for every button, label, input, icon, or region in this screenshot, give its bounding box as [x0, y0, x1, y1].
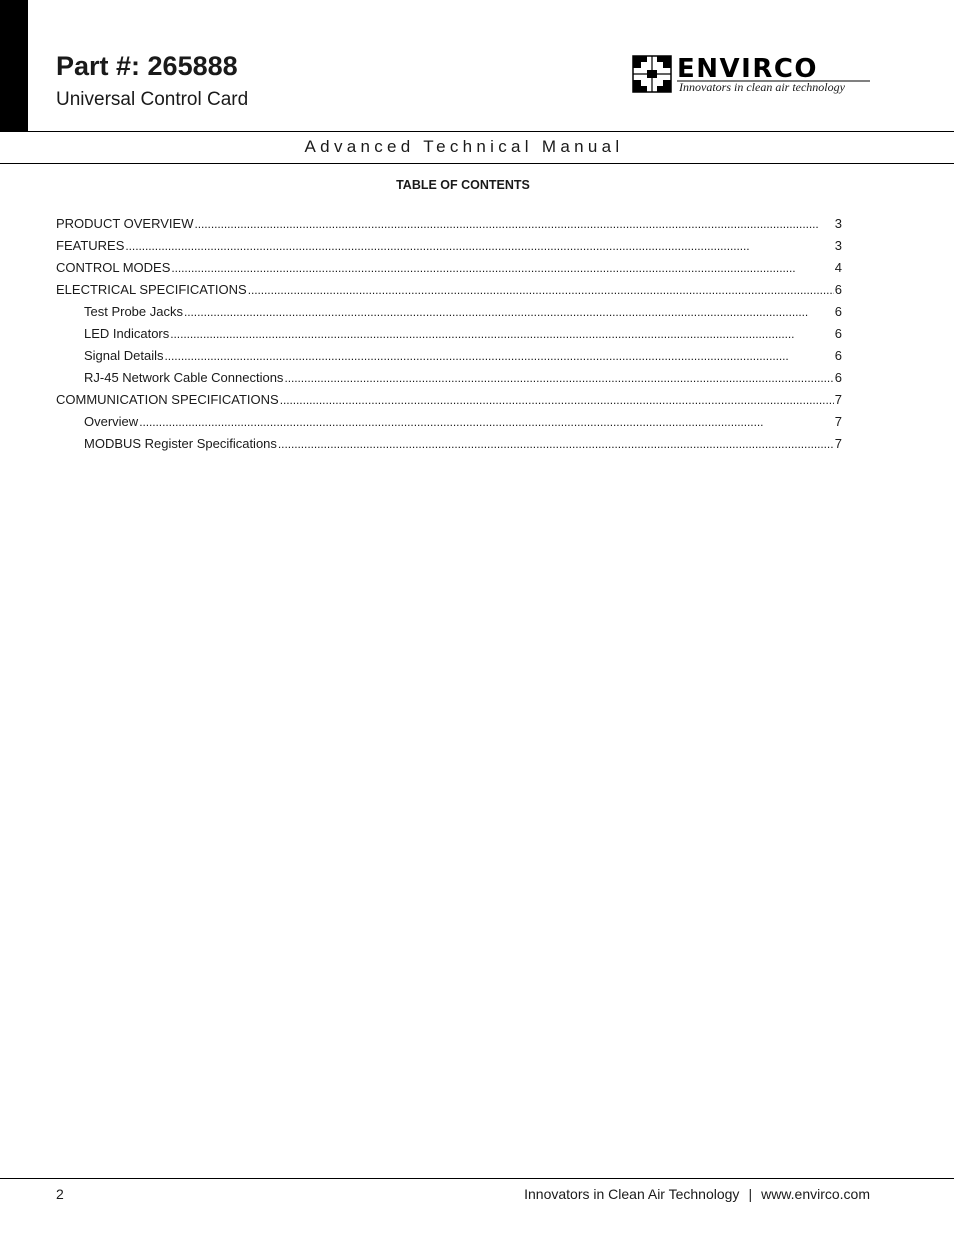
toc-entry-title: FEATURES	[56, 238, 125, 253]
toc-entry[interactable]	[56, 411, 842, 433]
toc-entry[interactable]	[56, 213, 842, 235]
toc-entry-page: 4	[834, 260, 842, 275]
toc-dot-leader	[125, 235, 833, 257]
toc-entry-page: 7	[834, 436, 842, 451]
title-divider	[0, 163, 954, 164]
toc-entry-page: 7	[834, 414, 842, 429]
logo-wordmark: ENVIRCO	[677, 54, 819, 84]
footer-separator: |	[748, 1186, 753, 1202]
black-edge-tab	[0, 0, 28, 131]
toc-dot-leader	[284, 367, 833, 389]
toc-dot-leader	[184, 301, 834, 323]
footer-website-link[interactable]: www.envirco.com	[761, 1186, 870, 1202]
toc-entry-title: PRODUCT OVERVIEW	[56, 216, 194, 231]
toc-entry[interactable]	[56, 389, 842, 411]
footer-info	[524, 1185, 870, 1203]
toc-entry-page: 6	[834, 304, 842, 319]
toc-entry-page: 3	[834, 238, 842, 253]
toc-entry-page: 6	[834, 326, 842, 341]
toc-dot-leader	[280, 389, 834, 411]
toc-entry-title: ELECTRICAL SPECIFICATIONS	[56, 282, 247, 297]
toc-entry[interactable]	[56, 257, 842, 279]
footer-tagline: Innovators in Clean Air Technology	[524, 1186, 740, 1202]
logo-tagline: Innovators in clean air technology	[679, 80, 845, 94]
toc-entry-page: 6	[834, 348, 842, 363]
toc-entry-title: RJ-45 Network Cable Connections	[84, 370, 284, 385]
toc-entry-page: 6	[834, 282, 842, 297]
toc-entry-title: Signal Details	[84, 348, 164, 363]
toc-entry[interactable]	[56, 323, 842, 345]
toc-dot-leader	[248, 279, 834, 301]
footer-page-number: 2	[56, 1186, 64, 1202]
toc-entry-page: 6	[834, 370, 842, 385]
toc-heading: TABLE OF CONTENTS	[396, 178, 530, 192]
header-divider	[0, 131, 954, 132]
toc-entry-page: 7	[834, 392, 842, 407]
footer-divider	[0, 1178, 954, 1179]
toc-dot-leader	[278, 433, 834, 455]
toc-entry[interactable]	[56, 235, 842, 257]
toc-entry[interactable]	[56, 433, 842, 455]
toc-entry-title: MODBUS Register Specifications	[84, 436, 277, 451]
toc-dot-leader	[171, 257, 833, 279]
toc-entry-title: Overview	[84, 414, 139, 429]
toc-dot-leader	[139, 411, 834, 433]
toc-entry-page: 3	[834, 216, 842, 231]
toc-entry-title: COMMUNICATION SPECIFICATIONS	[56, 392, 279, 407]
product-subtitle: Universal Control Card	[56, 89, 249, 110]
toc-entry[interactable]	[56, 367, 842, 389]
toc-entry[interactable]	[56, 301, 842, 323]
toc-dot-leader	[165, 345, 834, 367]
manual-title: Advanced Technical Manual	[304, 137, 624, 156]
toc-dot-leader	[170, 323, 834, 345]
toc-entry[interactable]	[56, 345, 842, 367]
part-title: Part #: 265888	[56, 51, 238, 81]
toc-entry-title: LED Indicators	[84, 326, 170, 341]
toc-entry[interactable]	[56, 279, 842, 301]
toc-entry-title: Test Probe Jacks	[84, 304, 183, 319]
table-of-contents	[56, 213, 842, 455]
toc-dot-leader	[194, 213, 833, 235]
toc-entry-title: CONTROL MODES	[56, 260, 171, 275]
